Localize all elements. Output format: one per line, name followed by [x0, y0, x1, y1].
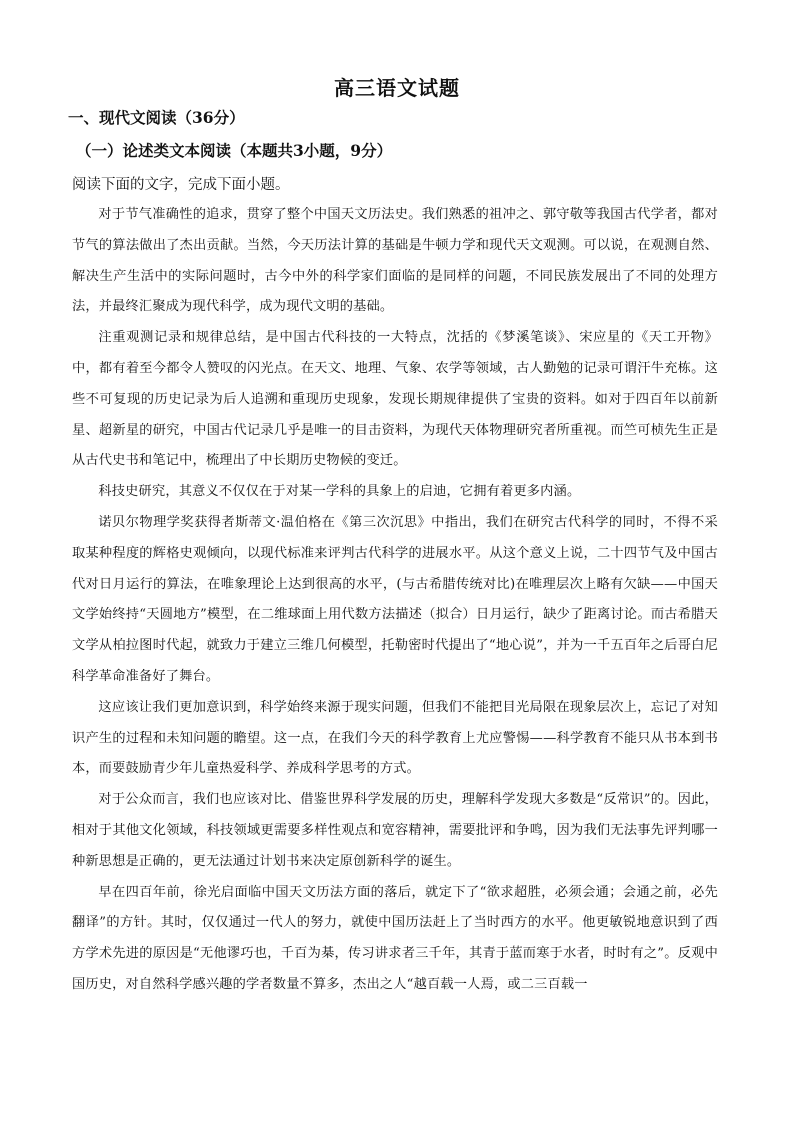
- paragraph: 对于节气准确性的追求，贯穿了整个中国天文历法史。我们熟悉的祖冲之、郭守敬等我国古代学者，都对节气的算法做出了杰出贡献。当然，今天历法计算的基础是牛顿力学和现代天文观测。可以说，在观测自然、解决生产生活中的实际问题时，古今中外的科学家们面临的是同样的问题，不同民族发展出了不同的处理方法，并最终汇聚成为现代科学，成为现代文明的基础。: [72, 207, 718, 315]
- paragraph: 这应该让我们更加意识到，科学始终来源于现实问题，但我们不能把目光局限在现象层次上，忘记了对知识产生的过程和未知问题的瞻望。这一点，在我们今天的科学教育上尤应警惕——科学教育不能只从书本到书本，而要鼓励青少年儿童热爱科学、养成科学思考的方式。: [72, 699, 718, 777]
- paragraph: 科技史研究，其意义不仅仅在于对某一学科的具象上的启迪，它拥有着更多内涵。: [98, 484, 581, 500]
- subsection-heading: （一）论述类文本阅读（本题共3小题，9分）: [76, 141, 393, 160]
- page-title: 高三语文试题: [334, 76, 460, 100]
- passage-body: [72, 200, 718, 1001]
- paragraph: 对于公众而言，我们也应该对比、借鉴世界科学发展的历史，理解科学发现大多数是“反常识”的。因此，相对于其他文化领域，科技领域更需要多样性观点和宽容精神，需要批评和争鸣，因为我们无法事先评判哪一种新思想是正确的，更无法通过计划书来决定原创新科学的诞生。: [72, 792, 718, 869]
- paragraph: 早在四百年前，徐光启面临中国天文历法方面的落后，就定下了“欲求超胜，必须会通；会通之前，必先翻译”的方针。其时，仅仅通过一代人的努力，就使中国历法赶上了当时西方的水平。他更敏锐地意识到了西方学术先进的原因是“无他谬巧也，千百为棊，传习讲求者三千年，其青于蓝而寒于水者，时时有之”。反观中国历史，对自然科学感兴趣的学者数量不算多，杰出之人“越百载一人焉，或二三百载一: [72, 884, 718, 992]
- section-heading: 一、现代文阅读（36分）: [68, 108, 245, 127]
- paragraph: 诺贝尔物理学奖获得者斯蒂文·温伯格在《第三次沉思》中指出，我们在研究古代科学的同时，不得不采取某种程度的辉格史观倾向，以现代标准来评判古代科学的进展水平。从这个意义上说，二十四节气及中国古代对日月运行的算法，在唯象理论上达到很高的水平，(与古希腊传统对比)在唯理层次上略有欠缺——中国天文学始终持“天圆地方”模型，在二维球面上用代数方法描述（拟合）日月运行，缺少了距离讨论。而古希腊天文学从柏拉图时代起，就致力于建立三维几何模型，托勒密时代提出了“地心说”，并为一千五百年之后哥白尼科学革命准备好了舞台。: [72, 514, 718, 684]
- reading-instruction: 阅读下面的文字，完成下面小题。: [72, 177, 290, 193]
- paragraph: 注重观测记录和规律总结，是中国古代科技的一大特点，沈括的《梦溪笔谈》、宋应星的《天工开物》中，都有着至今都令人赞叹的闪光点。在天文、地理、气象、农学等领域，古人勤勉的记录可谓汗牛充栋。这些不可复现的历史记录为后人追溯和重现历史现象，发现长期规律提供了宝贵的资料。如对于四百年以前新星、超新星的研究，中国古代记录几乎是唯一的目击资料，为现代天体物理研究者所重视。而竺可桢先生正是从古代史书和笔记中，梳理出了中长期历史物候的变迁。: [72, 330, 718, 469]
